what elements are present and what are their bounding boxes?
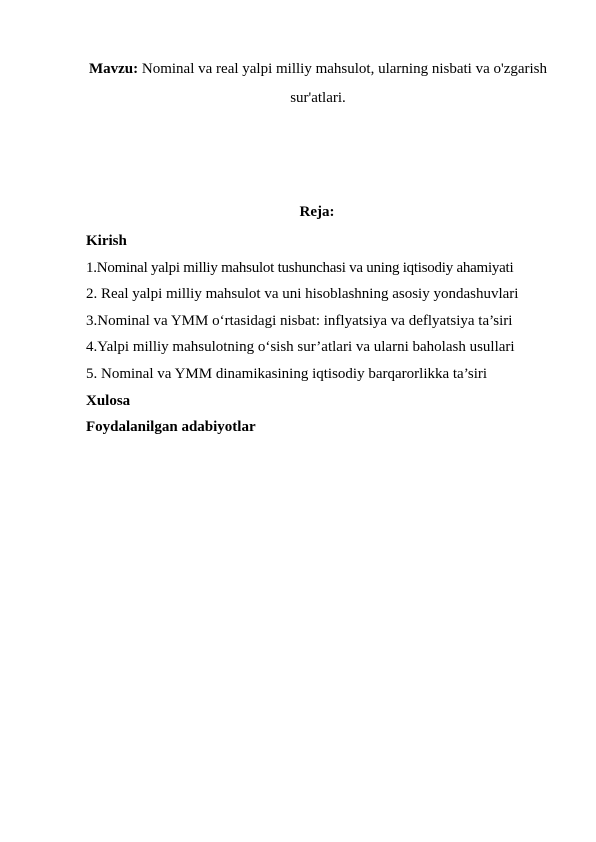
plan-item-3: 3.Nominal va YMM o‘rtasidagi nisbat: inflyatsiya va deflyatsiya ta’siri — [86, 312, 513, 329]
plan-item-1: 1.Nominal yalpi milliy mahsulot tushunchasi va uning iqtisodiy ahamiyati — [86, 259, 514, 276]
plan-item-references: Foydalanilgan adabiyotlar — [86, 419, 256, 436]
plan-item-4: 4.Yalpi milliy mahsulotning o‘sish sur’atlari va ularni baholash usullari — [86, 339, 515, 356]
plan-item-5: 5. Nominal va YMM dinamikasining iqtisodiy barqarorlikka ta’siri — [86, 365, 488, 382]
plan-item-conclusion: Xulosa — [86, 392, 131, 409]
topic-title — [60, 55, 576, 113]
plan-list — [86, 228, 586, 441]
topic-text: Nominal va real yalpi milliy mahsulot, ularning nisbati va o'zgarish sur'atlari. — [138, 61, 548, 106]
plan-heading: Reja: — [299, 204, 335, 220]
plan-item-2: 2. Real yalpi milliy mahsulot va uni hisoblashning asosiy yondashuvlari — [86, 286, 519, 303]
topic-label: Mavzu: — [88, 61, 139, 77]
plan-item-intro: Kirish — [86, 233, 127, 249]
